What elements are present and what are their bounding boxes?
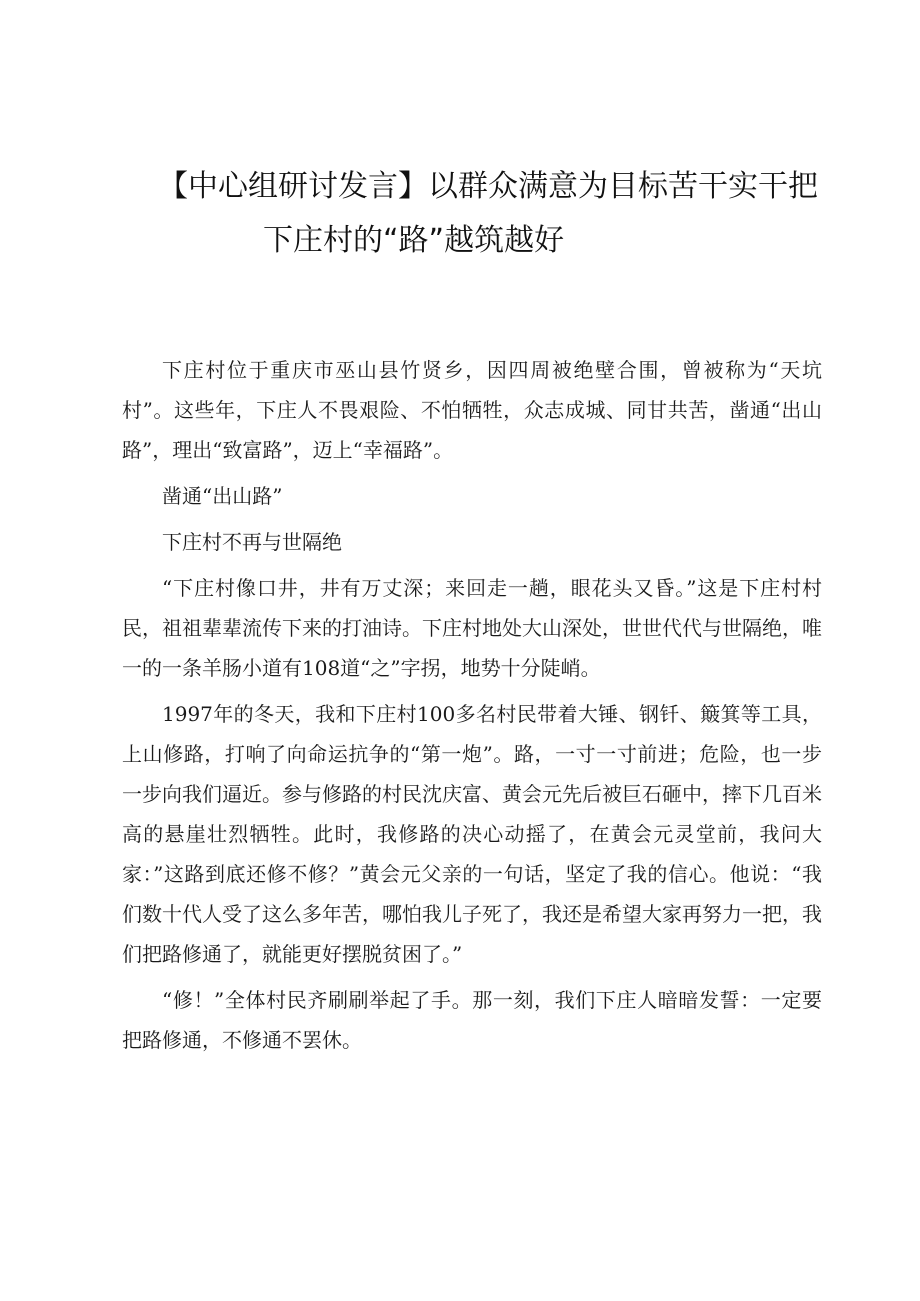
- body-paragraph: 1997年的冬天，我和下庄村100多名村民带着大锤、钢钎、簸箕等工具，上山修路，打响了向命运抗争的“第一炮”。路，一寸一寸前进；危险，也一步一步向我们逼近。参与修路的村民沈庆富、黄会元先后被巨石砸中，摔下几百米高的悬崖壮烈牺牲。此时，我修路的决心动摇了，在黄会元灵堂前，我问大家：”这路到底还修不修？”黄会元父亲的一句话，坚定了我的信心。他说：“我们数十代人受了这么多年苦，哪怕我儿子死了，我还是希望大家再努力一把，我们把路修通了，就能更好摆脱贫困了。”: [122, 702, 822, 966]
- document-body: [122, 350, 822, 1060]
- document-title-line-2: 下庄村的“路”越筑越好: [263, 223, 565, 258]
- document-title-line-1: 【中心组研讨发言】以群众满意为目标苦干实干把: [158, 169, 818, 204]
- section-subheading: 下庄村不再与世隔绝: [162, 530, 342, 554]
- body-paragraph: “修！”全体村民齐刷刷举起了手。那一刻，我们下庄人暗暗发誓：一定要把路修通，不修通不罢休。: [122, 988, 822, 1052]
- body-paragraph: “下庄村像口井，井有万丈深；来回走一趟，眼花头又昏。”这是下庄村村民，祖祖辈辈流传下来的打油诗。下庄村地处大山深处，世世代代与世隔绝，唯一的一条羊肠小道有108道“之”字拐，地势十分陡峭。: [122, 576, 822, 680]
- section-heading: 凿通“出山路”: [162, 484, 283, 508]
- body-paragraph-intro: 下庄村位于重庆市巫山县竹贤乡，因四周被绝壁合围，曾被称为“天坑村”。这些年，下庄人不畏艰险、不怕牺牲，众志成城、同甘共苦，凿通“出山路”，理出“致富路”，迈上“幸福路”。: [122, 358, 822, 462]
